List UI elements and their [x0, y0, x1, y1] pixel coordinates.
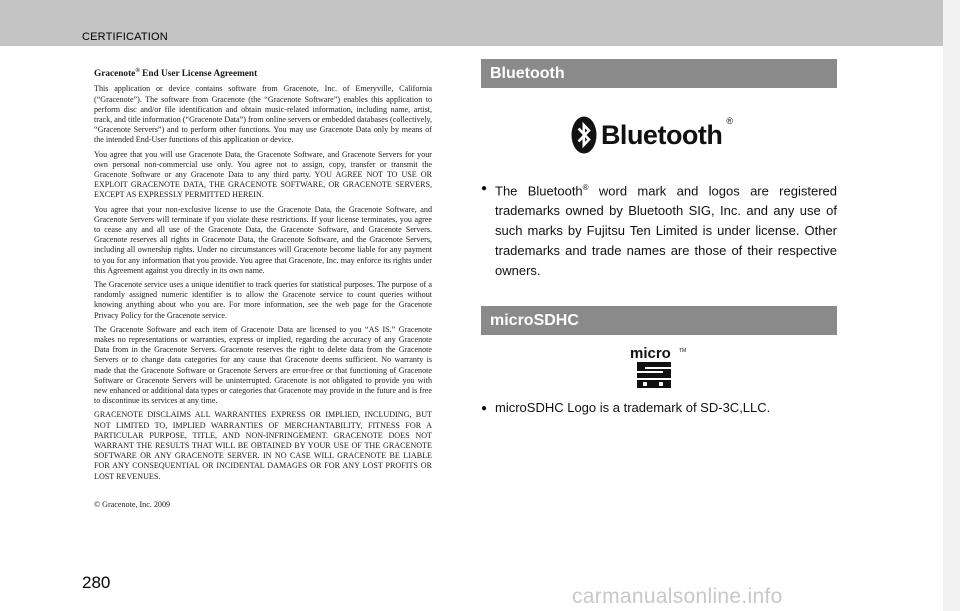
eula-copyright: © Gracenote, Inc. 2009 — [94, 499, 171, 509]
eula-paragraph-3: You agree that your non-exclusive license to use the Gracenote Data, the Gracenote Software, and Gracenote Servers will terminate if you violate these restrictions. If your license terminates, you agree to cease any and all use of the Gracenote Data, the Gracenote Software, and Gracenote Servers. Gracenote reserves all rights in Gracenote Data, the Gracenote Software, and the Gracenote Servers, including all ownership rights. Under no circumstances will Gracenote become liable for any payment to you for any information that you provide. You agree that Gracenote, Inc. may enforce its rights under this Agreement against you directly in its own name. — [94, 204, 432, 275]
eula-paragraph-4: The Gracenote service uses a unique identifier to track queries for statistical purposes. The purpose of a randomly assigned numeric identifier is to allow the Gracenote service to count queries without knowing anything about who you are. For more information, see the web page for the Gracenote Privacy Policy for the Gracenote service. — [94, 279, 432, 320]
page-number: 280 — [82, 573, 111, 592]
microsdhc-notice-text: microSDHC Logo is a trademark of SD-3C,LLC. — [495, 400, 771, 416]
bullet-icon: ● — [481, 403, 488, 415]
microsdhc-logo-text: micro — [630, 345, 671, 363]
eula-paragraph-6: GRACENOTE DISCLAIMS ALL WARRANTIES EXPRESS OR IMPLIED, INCLUDING, BUT NOT LIMITED TO, IMPLIED WARRANTIES OF MERCHANTABILITY, FITNESS FOR A PARTICULAR PURPOSE, TITLE, AND NON-INFRINGEMENT. GRACENOTE DOES NOT WARRANT THE RESULTS THAT WILL BE OBTAINED BY YOUR USE OF THE GRACENOTE SOFTWARE OR ANY GRACENOTE SERVER. IN NO CASE WILL GRACENOTE BE LIABLE FOR ANY CONSEQUENTIAL OR INCIDENTAL DAMAGES OR FOR ANY LOST PROFITS OR LOST REVENUES. — [94, 410, 432, 481]
bluetooth-notice-reg: ® — [582, 183, 589, 192]
bluetooth-logo — [571, 114, 733, 156]
bluetooth-notice-start: The Bluetooth — [495, 183, 583, 199]
page-edge — [943, 0, 960, 611]
header-title: CERTIFICATION — [82, 31, 168, 43]
page-header — [0, 0, 943, 46]
trademarks-column — [481, 59, 837, 419]
eula-title-brand: Gracenote — [94, 69, 136, 80]
eula-paragraph-2: You agree that you will use Gracenote Data, the Gracenote Software, and Gracenote Servers for your own personal non-commercial use only. You agree not to assign, copy, transfer or transmit the Gracenote Software or any Gracenote Data to any third party. YOU AGREE NOT TO USE OR EXPLOIT GRACENOTE DATA, THE GRACENOTE SOFTWARE, OR GRACENOTE SERVERS, EXCEPT AS EXPRESSLY PERMITTED HEREIN. — [94, 149, 432, 200]
microsdhc-notice — [481, 398, 837, 419]
microsdhc-heading: microSDHC — [481, 306, 837, 335]
eula-title-reg: ® — [135, 68, 140, 74]
eula-column — [94, 66, 432, 518]
eula-paragraph-5: The Gracenote Software and each item of Gracenote Data are licensed to you “AS IS.” Gracenote makes no representations or warranties, express or implied, regarding the accuracy of any Gracenote Data from in the Gracenote Servers. Gracenote reserves the right to delete data from the Gracenote Servers or to change data categories for any cause that Gracenote deems sufficient. No warranty is made that the Gracenote Software or Gracenote Servers are error-free or that functioning of Gracenote Software or Gracenote Servers will be uninterrupted. Gracenote is not obligated to provide you with new enhanced or additional data types or categories that Gracenote may provide in the future and is free to discontinue its services at any time. — [94, 324, 432, 406]
eula-title — [94, 66, 432, 79]
watermark-text: carmanualsonline.info — [572, 585, 783, 608]
bluetooth-logo-reg: ® — [726, 116, 734, 126]
eula-paragraph-1: This application or device contains software from Gracenote, Inc. of Emeryville, California (“Gracenote”). The software from Gracenote (the “Gracenote Software”) enables this application to perform disc and/or file identification and obtain music-related information, including name, artist, track, and title information (“Gracenote Data”) from online servers or embedded databases (collectively, “Gracenote Servers”) and to perform other functions. You may use Gracenote Data only by means of the intended End-User functions of this application or device. — [94, 84, 432, 145]
bullet-icon: ● — [481, 183, 488, 194]
bluetooth-heading: Bluetooth — [481, 59, 837, 88]
bluetooth-rune-icon — [571, 116, 597, 154]
eula-title-rest: End User License Agreement — [139, 69, 258, 80]
bluetooth-notice — [481, 178, 837, 281]
bluetooth-logo-row — [481, 88, 837, 156]
microsdhc-logo-row — [481, 335, 837, 389]
bluetooth-notice-text — [495, 178, 837, 281]
microsdhc-logo-tm: TM — [679, 348, 687, 355]
bluetooth-logo-text: Bluetooth — [600, 119, 723, 150]
bluetooth-notice-rest: word mark and logos are registered trademarks owned by Bluetooth SIG, Inc. and any use of such marks by Fujitsu Ten Limited is under license. Other trademarks and trade names are those of their respective owners. — [495, 183, 837, 279]
microsdhc-logo-icon — [629, 345, 689, 389]
